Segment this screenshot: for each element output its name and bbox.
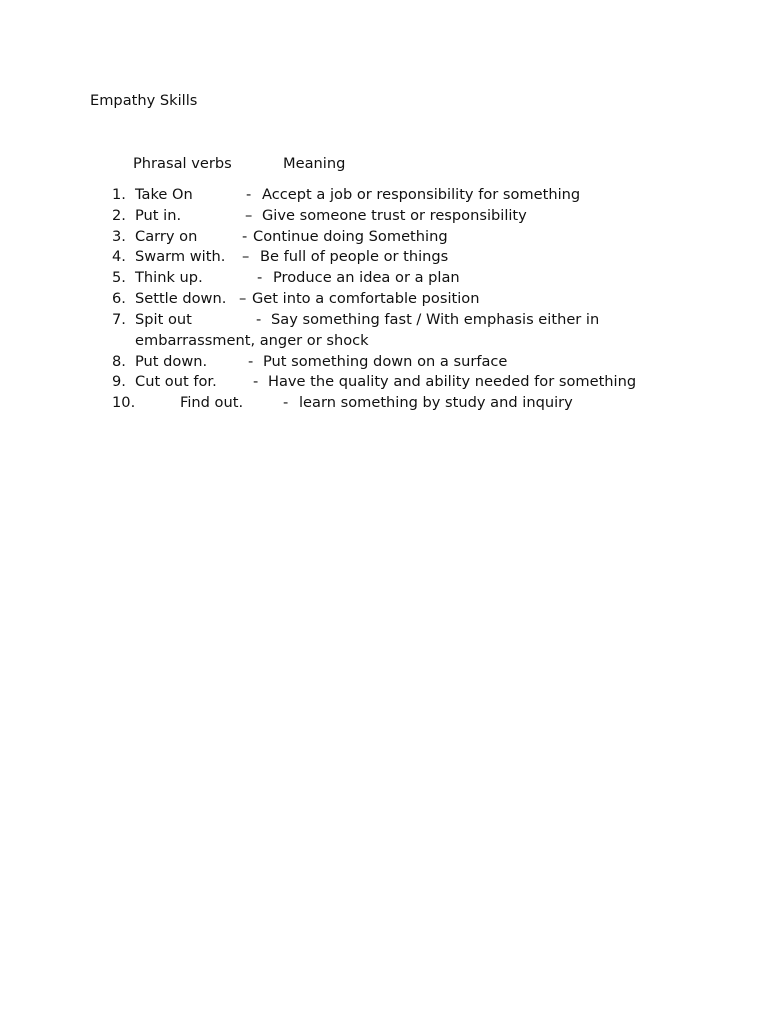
item-verb: Swarm with.: [135, 248, 226, 265]
item-verb: Put in.: [135, 207, 182, 224]
item-meaning: Produce an idea or a plan: [273, 269, 460, 286]
item-verb: Put down.: [135, 353, 208, 370]
item-meaning-continued: embarrassment, anger or shock: [135, 332, 369, 349]
item-separator: -: [257, 269, 263, 286]
item-separator: -: [253, 373, 259, 390]
item-verb: Spit out: [135, 311, 192, 328]
item-number: 7.: [112, 311, 126, 328]
item-verb: Carry on: [135, 228, 198, 245]
item-number: 2.: [112, 207, 126, 224]
item-separator: –: [239, 290, 247, 307]
item-separator: -: [256, 311, 262, 328]
item-number: 3.: [112, 228, 126, 245]
item-meaning: Say something fast / With emphasis either in: [271, 311, 600, 328]
item-meaning: Give someone trust or responsibility: [262, 207, 527, 224]
item-number: 6.: [112, 290, 126, 307]
item-verb: Settle down.: [135, 290, 227, 307]
document-title: Empathy Skills: [90, 92, 198, 109]
item-meaning: Accept a job or responsibility for something: [262, 186, 581, 203]
item-number: 8.: [112, 353, 126, 370]
item-meaning: learn something by study and inquiry: [299, 394, 573, 411]
item-number: 9.: [112, 373, 126, 390]
item-meaning: Continue doing Something: [253, 228, 448, 245]
item-number: 5.: [112, 269, 126, 286]
header-phrasal-verbs: Phrasal verbs: [133, 155, 232, 172]
item-verb: Find out.: [180, 394, 244, 411]
item-meaning: Get into a comfortable position: [252, 290, 480, 307]
item-separator: -: [248, 353, 254, 370]
item-verb: Think up.: [135, 269, 203, 286]
item-meaning: Have the quality and ability needed for something: [268, 373, 637, 390]
item-separator: –: [242, 248, 250, 265]
item-number: 1.: [112, 186, 126, 203]
item-number: 4.: [112, 248, 126, 265]
item-verb: Take On: [135, 186, 193, 203]
header-meaning: Meaning: [283, 155, 346, 172]
item-separator: –: [245, 207, 253, 224]
item-separator: -: [246, 186, 252, 203]
item-number: 10.: [112, 394, 136, 411]
item-verb: Cut out for.: [135, 373, 217, 390]
item-separator: -: [283, 394, 289, 411]
item-meaning: Be full of people or things: [260, 248, 449, 265]
item-meaning: Put something down on a surface: [263, 353, 508, 370]
item-separator: -: [242, 228, 248, 245]
